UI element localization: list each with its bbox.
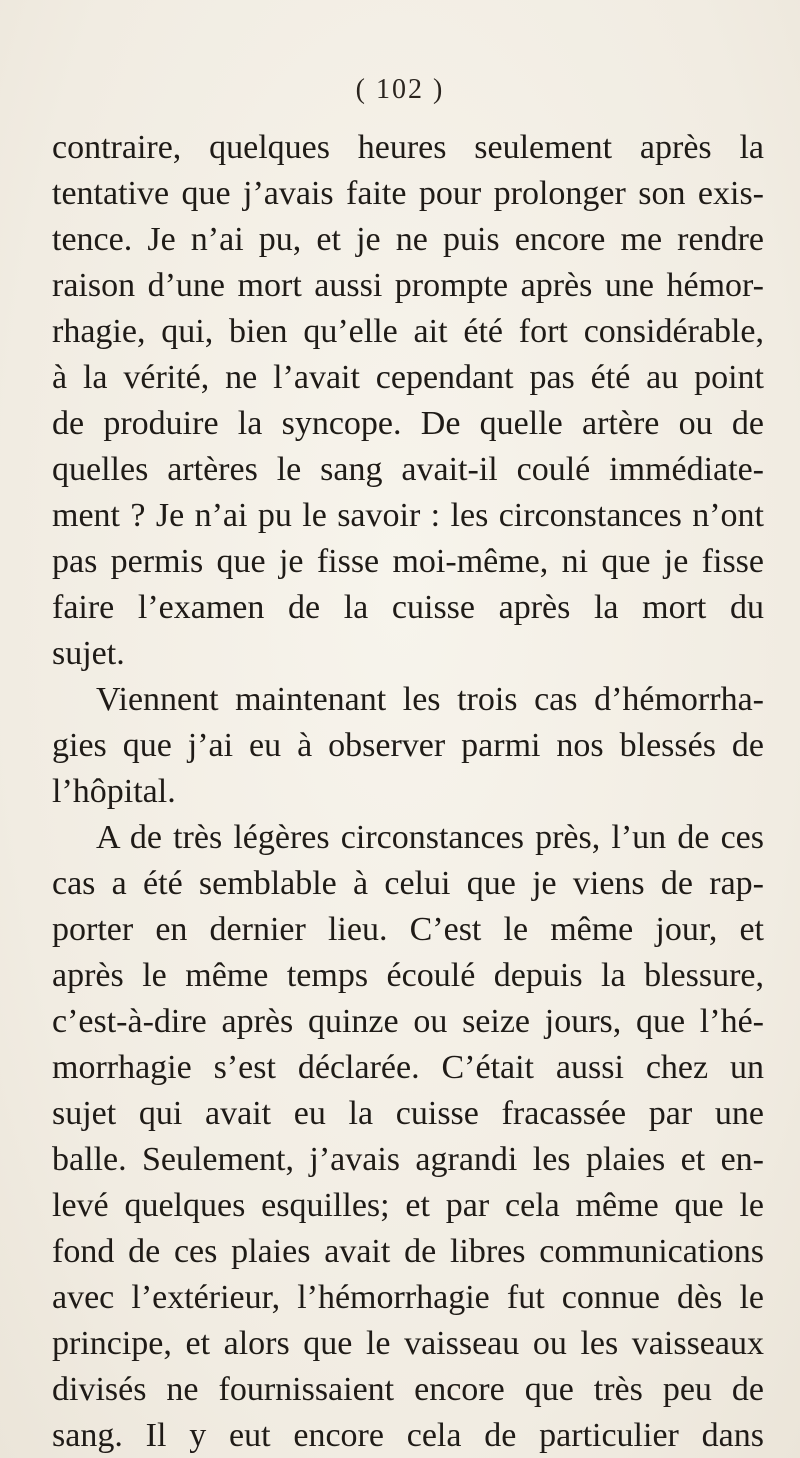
text-line: pas permis que je fisse moi-même, ni que je fisse: [52, 543, 764, 580]
text-line: avec l’extérieur, l’hémorrhagie fut connue dès le: [52, 1279, 764, 1316]
text-line: c’est-à-dire après quinze ou seize jours, que l’hé-: [52, 1003, 764, 1040]
text-line: levé quelques esquilles; et par cela même que le: [52, 1187, 764, 1224]
text-line: tentative que j’avais faite pour prolonger son exis-: [52, 175, 764, 212]
paragraph-start-line: A de très légères circonstances près, l’un de ces: [96, 819, 764, 856]
text-line: sang. Il y eut encore cela de particulier dans: [52, 1417, 764, 1454]
text-line: quelles artères le sang avait-il coulé immédiate-: [52, 451, 764, 488]
text-line: cas a été semblable à celui que je viens de rap-: [52, 865, 764, 902]
text-line: de produire la syncope. De quelle artère ou de: [52, 405, 764, 442]
text-line: ment ? Je n’ai pu le savoir : les circonstances n’ont: [52, 497, 764, 534]
text-line: contraire, quelques heures seulement après la: [52, 129, 764, 166]
text-line: principe, et alors que le vaisseau ou les vaisseaux: [52, 1325, 764, 1362]
paragraph-start-line: Viennent maintenant les trois cas d’hémorrha-: [96, 681, 764, 718]
text-line: après le même temps écoulé depuis la blessure,: [52, 957, 764, 994]
text-line: balle. Seulement, j’avais agrandi les plaies et en-: [52, 1141, 764, 1178]
text-line: sujet qui avait eu la cuisse fracassée par une: [52, 1095, 764, 1132]
text-line: gies que j’ai eu à observer parmi nos blessés de: [52, 727, 764, 764]
text-line: l’hôpital.: [52, 773, 176, 810]
text-line: sujet.: [52, 635, 125, 672]
text-line: à la vérité, ne l’avait cependant pas été au point: [52, 359, 764, 396]
text-line: divisés ne fournissaient encore que très peu de: [52, 1371, 764, 1408]
text-line: raison d’une mort aussi prompte après une hémor-: [52, 267, 764, 304]
text-line: porter en dernier lieu. C’est le même jour, et: [52, 911, 764, 948]
text-line: rhagie, qui, bien qu’elle ait été fort considérable,: [52, 313, 764, 350]
text-line: faire l’examen de la cuisse après la mort du: [52, 589, 764, 626]
text-line: fond de ces plaies avait de libres communications: [52, 1233, 764, 1270]
page-number: ( 102 ): [355, 74, 445, 105]
text-line: tence. Je n’ai pu, et je ne puis encore me rendre: [52, 221, 764, 258]
text-line: morrhagie s’est déclarée. C’était aussi chez un: [52, 1049, 764, 1086]
